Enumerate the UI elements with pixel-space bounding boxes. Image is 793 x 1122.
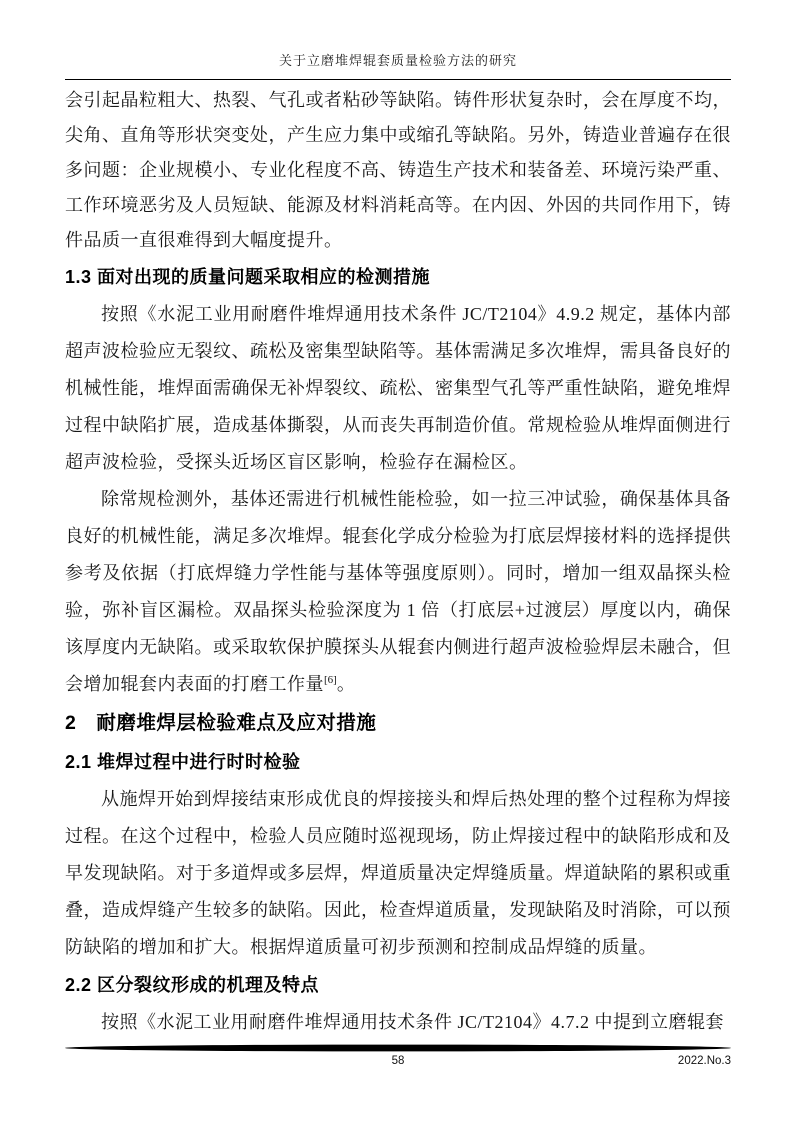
section-heading-2-1: 2.1 堆焊过程中进行时时检验 — [65, 752, 301, 772]
paragraph-text: 除常规检测外，基体还需进行机械性能检验，如一拉三冲试验，确保基体具备良好的机械性能，满足多次堆焊。辊套化学成分检验为打底层焊接材料的选择提供参考及依据（打底焊缝力学性能与基体等强度原则）。同时，增加一组双晶探头检验，弥补盲区漏检。双晶探头检验深度为 1 倍（打底层+过渡层）厚度以内，确保该厚度内无缺陷。或采取软保护膜探头从辊套内侧进行超声波检验焊层未融合，但会增加辊套内表面的打磨工作量 — [65, 489, 731, 694]
body-paragraph-ultrasonic-inspection: 按照《水泥工业用耐磨件堆焊通用技术条件 JC/T2104》4.9.2 规定，基体内部超声波检验应无裂纹、疏松及密集型缺陷等。基体需满足多次堆焊，需具备良好的机械性能，堆焊面需确保无补焊裂纹、疏松、密集型气孔等严重性缺陷，避免堆焊过程中缺陷扩展，造成基体撕裂，从而丧失再制造价值。常规检验从堆焊面侧进行超声波检验，受探头近场区盲区影响，检验存在漏检区。 — [65, 304, 731, 472]
running-head-title: 关于立磨堆焊辊套质量检验方法的研究 — [278, 53, 517, 68]
paragraph-tail: 。 — [336, 674, 356, 694]
body-paragraph-mechanical-tests — [65, 481, 731, 703]
section-heading-1-3: 1.3 面对出现的质量问题采取相应的检测措施 — [65, 267, 431, 287]
page-number: 58 — [391, 1055, 405, 1067]
header-rule — [65, 79, 731, 80]
body-paragraph-continuation: 会引起晶粒粗大、热裂、气孔或者粘砂等缺陷。铸件形状复杂时，会在厚度不均，尖角、直角等形状突变处，产生应力集中或缩孔等缺陷。另外，铸造业普遍存在很多问题：企业规模小、专业化程度不高、铸造生产技术和装备差、环境污染严重、工作环境恶劣及人员短缺、能源及材料消耗高等。在内因、外因的共同作用下，铸件品质一直很难得到大幅度提升。 — [65, 90, 731, 250]
body-paragraph-crack-mechanism: 按照《水泥工业用耐磨件堆焊通用技术条件 JC/T2104》4.7.2 中提到立磨辊套 — [101, 1012, 725, 1032]
section-heading-2: 2 耐磨堆焊层检验难点及应对措施 — [65, 712, 377, 734]
footer-rule — [65, 1044, 731, 1052]
issue-label: 2022.No.3 — [677, 1055, 731, 1067]
body-paragraph-welding-process: 从施焊开始到焊接结束形成优良的焊接接头和焊后热处理的整个过程称为焊接过程。在这个过程中，检验人员应随时巡视现场，防止焊接过程中的缺陷形成和及早发现缺陷。对于多道焊或多层焊，焊道质量决定焊缝质量。焊道缺陷的累积或重叠，造成焊缝产生较多的缺陷。因此，检查焊道质量，发现缺陷及时消除，可以预防缺陷的增加和扩大。根据焊道质量可初步预测和控制成品焊缝的质量。 — [65, 789, 731, 957]
citation-superscript: [6] — [324, 674, 337, 686]
footer-meta — [65, 1053, 731, 1069]
page-footer — [65, 1044, 731, 1069]
section-heading-2-2: 2.2 区分裂纹形成的机理及特点 — [65, 975, 320, 995]
